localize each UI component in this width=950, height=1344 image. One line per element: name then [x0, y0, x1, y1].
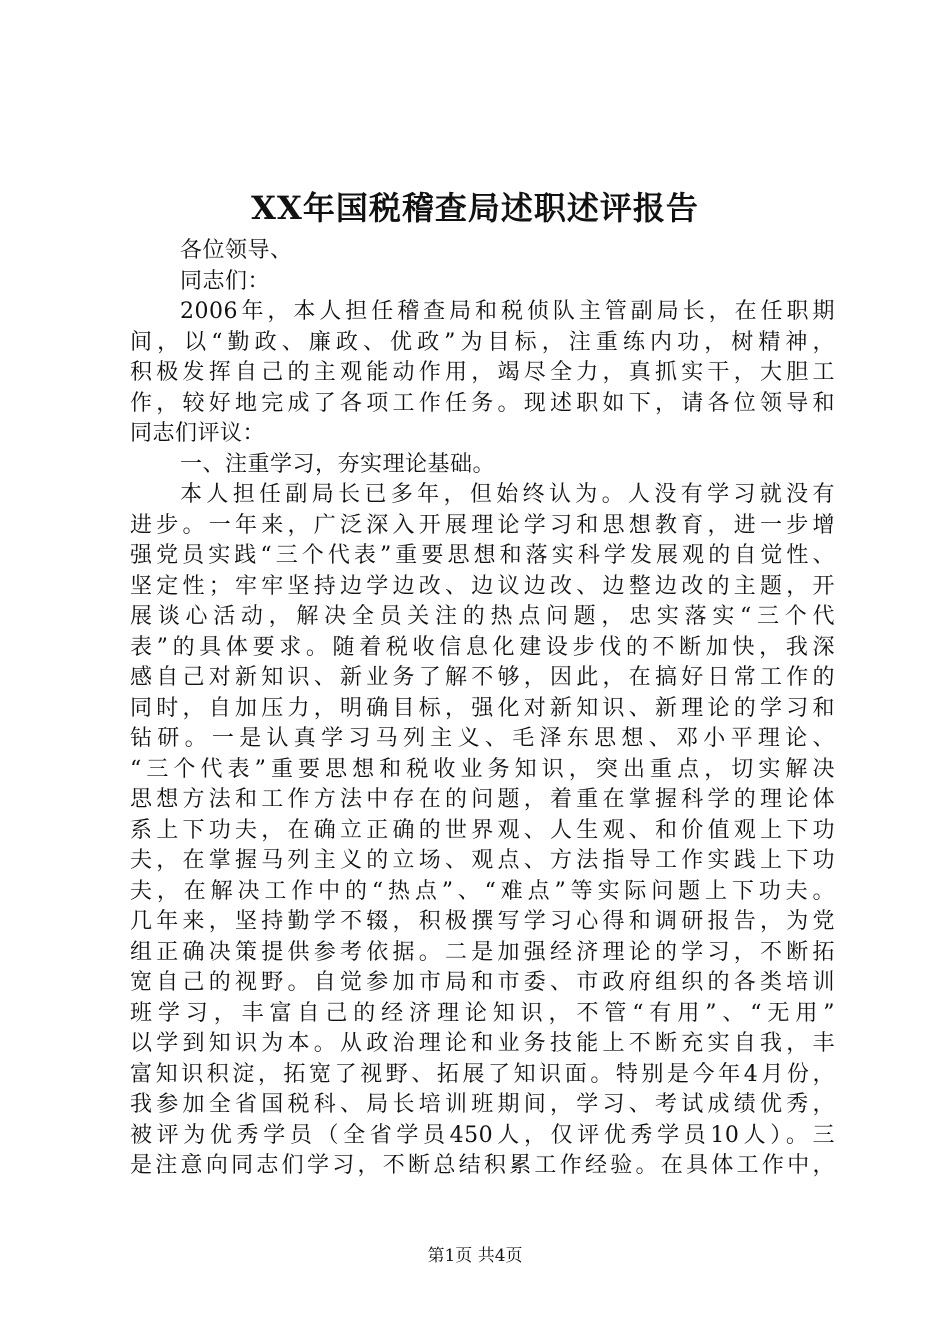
- body-line: 同志们：: [180, 268, 271, 294]
- body-line: 各位领导、: [180, 238, 293, 263]
- body-line: 坚定性；牢牢坚持边学边改、边议边改、边整边改的主题，开: [130, 573, 835, 599]
- body-line: 富知识积淀，拓宽了视野、拓展了知识面。特别是今年4月份，: [130, 1061, 835, 1087]
- body-line: 进步。一年来，广泛深入开展理论学习和思想教育，进一步增: [130, 512, 835, 538]
- body-line: 宽自己的视野。自觉参加市局和市委、市政府组织的各类培训: [130, 970, 835, 995]
- body-line: 我参加全省国税科、局长培训班期间，学习、考试成绩优秀，: [130, 1092, 835, 1117]
- body-line: 同志们评议：: [130, 421, 266, 446]
- body-line: 夫，在掌握马列主义的立场、观点、方法指导工作实践上下功: [130, 848, 835, 873]
- document-title: XX年国税稽查局述职述评报告: [251, 189, 699, 227]
- body-line: 夫，在解决工作中的“热点”、“难点”等实际问题上下功夫。: [130, 878, 835, 904]
- body-line: 作，较好地完成了各项工作任务。现述职如下，请各位领导和: [130, 390, 835, 416]
- body-line: 以学到知识为本。从政治理论和业务技能上不断充实自我，丰: [130, 1031, 835, 1056]
- body-line: 间，以“勤政、廉政、优政”为目标，注重练内功，树精神，: [130, 329, 835, 355]
- body-line: 班学习，丰富自己的经济理论知识，不管“有用”、“无用”: [130, 1000, 835, 1026]
- body-line: 被评为优秀学员（全省学员450人，仅评优秀学员10人）。三: [130, 1122, 835, 1148]
- body-line: 表”的具体要求。随着税收信息化建设步伐的不断加快，我深: [130, 634, 835, 660]
- body-line: 本人担任副局长已多年，但始终认为。人没有学习就没有: [180, 482, 835, 507]
- body-line: “三个代表”重要思想和税收业务知识，突出重点，切实解决: [130, 756, 835, 782]
- body-line: 是注意向同志们学习，不断总结积累工作经验。在具体工作中，: [130, 1153, 835, 1178]
- body-line: 系上下功夫，在确立正确的世界观、人生观、和价值观上下功: [130, 817, 835, 843]
- page-footer: 第1页 共4页: [427, 1246, 523, 1266]
- body-line: 几年来，坚持勤学不辍，积极撰写学习心得和调研报告，为党: [130, 909, 835, 934]
- body-line: 思想方法和工作方法中存在的问题，着重在掌握科学的理论体: [130, 787, 835, 812]
- body-line: 钻研。一是认真学习马列主义、毛泽东思想、邓小平理论、: [130, 726, 835, 751]
- document-body: [130, 236, 835, 1182]
- body-line: 一、注重学习，夯实理论基础。: [180, 451, 496, 477]
- body-line: 感自己对新知识、新业务了解不够，因此，在搞好日常工作的: [130, 665, 835, 690]
- body-line: 2006年，本人担任稽查局和税侦队主管副局长，在任职期: [180, 299, 835, 324]
- body-line: 展谈心活动，解决全员关注的热点问题，忠实落实“三个代: [130, 604, 835, 629]
- body-line: 积极发挥自己的主观能动作用，竭尽全力，真抓实干，大胆工: [130, 360, 835, 385]
- body-line: 强党员实践“三个代表”重要思想和落实科学发展观的自觉性、: [130, 543, 835, 568]
- body-line: 组正确决策提供参考依据。二是加强经济理论的学习，不断拓: [130, 939, 835, 965]
- body-line: 同时，自加压力，明确目标，强化对新知识、新理论的学习和: [130, 695, 835, 721]
